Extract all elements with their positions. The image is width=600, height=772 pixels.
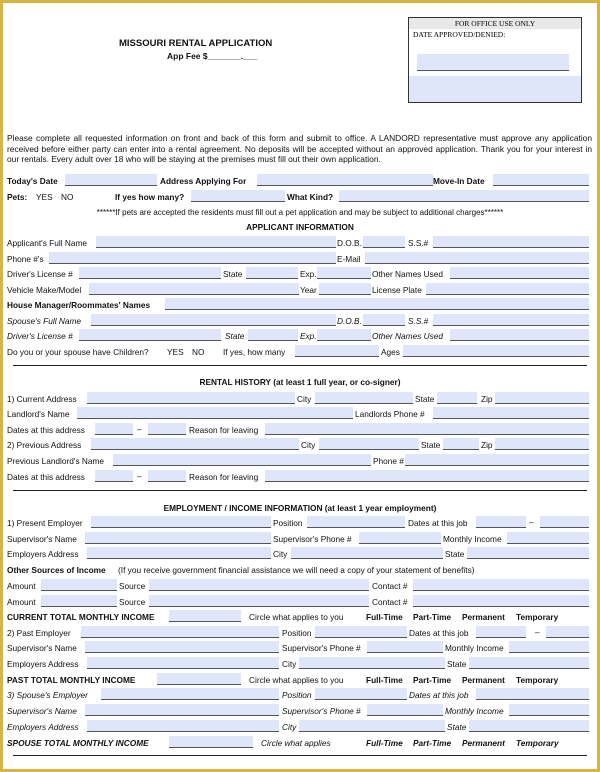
position-label: Position bbox=[273, 518, 303, 528]
prev-landlord-field[interactable] bbox=[113, 454, 371, 466]
landlord-name-label: Landlord's Name bbox=[7, 409, 70, 419]
amount-field-2[interactable] bbox=[41, 595, 117, 607]
past-supervisor-field[interactable] bbox=[85, 641, 279, 653]
spouse-other-names-field[interactable] bbox=[450, 329, 589, 341]
rental-history-heading: RENTAL HISTORY (at least 1 full year, or co-signer) bbox=[199, 377, 401, 387]
current-zip-field[interactable] bbox=[495, 392, 589, 404]
past-total-field[interactable] bbox=[157, 673, 241, 685]
spouse-state-field[interactable] bbox=[469, 720, 589, 732]
spouse-dl-exp-label: Exp. bbox=[300, 331, 317, 341]
spouse-position-field[interactable] bbox=[315, 688, 407, 700]
dates-job-label: Dates at this job bbox=[408, 518, 468, 528]
past-supervisor-phone-field[interactable] bbox=[367, 641, 443, 653]
pets-note: ******If pets are accepted the residents must fill out a pet application and may be subject to additional charges****** bbox=[96, 208, 504, 217]
previous-city-field[interactable] bbox=[319, 438, 419, 450]
spouse-state-label: State bbox=[447, 722, 467, 732]
previous-state-label: State bbox=[421, 440, 441, 450]
present-job-from-field[interactable] bbox=[476, 516, 526, 528]
current-temporary[interactable]: Temporary bbox=[516, 612, 559, 622]
what-kind-field[interactable] bbox=[339, 190, 589, 202]
contact-field-2[interactable] bbox=[413, 595, 589, 607]
children-how-many-field[interactable] bbox=[295, 345, 379, 357]
employer-city-field[interactable] bbox=[291, 547, 443, 559]
section-divider bbox=[13, 365, 587, 366]
dob-field[interactable] bbox=[363, 236, 405, 248]
prev-landlord-phone-field[interactable] bbox=[405, 454, 589, 466]
other-sources-label: Other Sources of Income bbox=[7, 565, 106, 575]
present-job-dash: – bbox=[529, 517, 534, 527]
current-dates-dash: – bbox=[137, 424, 142, 434]
spouse-supervisor-label: Supervisor's Name bbox=[7, 706, 77, 716]
children-label: Do you or your spouse have Children? bbox=[7, 347, 149, 357]
prev-dates-to-field[interactable] bbox=[148, 470, 186, 482]
spouse-dob-label: D.O.B. bbox=[337, 316, 362, 326]
spouse-total-field[interactable] bbox=[169, 736, 253, 748]
move-in-label: Move-In Date bbox=[433, 176, 485, 186]
current-city-label: City bbox=[297, 394, 312, 404]
contact-field-1[interactable] bbox=[413, 579, 589, 591]
supervisor-label: Supervisor's Name bbox=[7, 534, 77, 544]
past-employer-address-label: Employers Address bbox=[7, 659, 79, 669]
spouse-dates-job-label: Dates at this job bbox=[409, 690, 469, 700]
spouse-dates-job-field[interactable] bbox=[476, 688, 589, 700]
current-full-time[interactable]: Full-Time bbox=[366, 612, 403, 622]
spouse-ssn-label: S.S.# bbox=[408, 316, 429, 326]
dl-label: Driver's License # bbox=[7, 269, 73, 279]
past-full-time[interactable]: Full-Time bbox=[366, 675, 403, 685]
spouse-dob-field[interactable] bbox=[363, 314, 405, 326]
spouse-circle-label: Circle what applies bbox=[261, 738, 331, 748]
spouse-name-field[interactable] bbox=[91, 314, 336, 326]
past-temporary[interactable]: Temporary bbox=[516, 675, 559, 685]
prev-reason-field[interactable] bbox=[265, 470, 589, 482]
spouse-employer-address-field[interactable] bbox=[87, 720, 279, 732]
past-position-label: Position bbox=[282, 628, 312, 638]
spouse-monthly-income-field[interactable] bbox=[509, 704, 589, 716]
address-applying-field[interactable] bbox=[257, 174, 433, 186]
past-part-time[interactable]: Part-Time bbox=[413, 675, 452, 685]
children-no[interactable]: NO bbox=[192, 347, 205, 357]
past-supervisor-phone-label: Supervisor's Phone # bbox=[282, 643, 361, 653]
prev-dates-dash: – bbox=[137, 471, 142, 481]
current-zip-label: Zip bbox=[481, 394, 493, 404]
house-manager-field[interactable] bbox=[165, 298, 589, 310]
past-employer-address-field[interactable] bbox=[87, 657, 279, 669]
other-names-label: Other Names Used bbox=[372, 269, 444, 279]
past-total-label: PAST TOTAL MONTHLY INCOME bbox=[7, 675, 136, 685]
amount-label-2: Amount bbox=[7, 597, 36, 607]
pets-no[interactable]: NO bbox=[61, 192, 74, 202]
current-total-label: CURRENT TOTAL MONTHLY INCOME bbox=[7, 612, 155, 622]
current-reason-field[interactable] bbox=[265, 423, 589, 435]
dob-label: D.O.B. bbox=[337, 238, 362, 248]
dates-at-label: Dates at this address bbox=[7, 425, 85, 435]
current-circle-label: Circle what applies to you bbox=[249, 612, 344, 622]
address-applying-label: Address Applying For bbox=[160, 176, 247, 186]
pets-yes[interactable]: YES bbox=[36, 192, 53, 202]
other-names-field[interactable] bbox=[450, 267, 589, 279]
spouse-city-label: City bbox=[282, 722, 297, 732]
move-in-field[interactable] bbox=[493, 174, 589, 186]
current-dates-from-field[interactable] bbox=[95, 423, 133, 435]
previous-city-label: City bbox=[301, 440, 316, 450]
spouse-dl-state-label: State bbox=[225, 331, 245, 341]
amount-field-1[interactable] bbox=[41, 579, 117, 591]
dl-exp-field[interactable] bbox=[317, 267, 371, 279]
present-employer-label: 1) Present Employer bbox=[7, 518, 83, 528]
what-kind-label: What Kind? bbox=[287, 192, 334, 202]
dl-state-label: State bbox=[223, 269, 243, 279]
current-state-label: State bbox=[415, 394, 435, 404]
spouse-supervisor-phone-field[interactable] bbox=[367, 704, 443, 716]
supervisor-field[interactable] bbox=[85, 532, 271, 544]
applicant-info-heading: APPLICANT INFORMATION bbox=[246, 222, 354, 232]
previous-zip-field[interactable] bbox=[495, 438, 589, 450]
contact-label-1: Contact # bbox=[372, 581, 408, 591]
office-notes-field[interactable] bbox=[409, 76, 581, 102]
reason-label: Reason for leaving bbox=[189, 425, 259, 435]
present-employer-field[interactable] bbox=[91, 516, 271, 528]
spouse-position-label: Position bbox=[282, 690, 312, 700]
spouse-full-time[interactable]: Full-Time bbox=[366, 738, 403, 748]
current-address-label: 1) Current Address bbox=[7, 394, 77, 404]
current-dates-to-field[interactable] bbox=[148, 423, 186, 435]
spouse-ssn-field[interactable] bbox=[433, 314, 589, 326]
landlord-phone-field[interactable] bbox=[433, 407, 589, 419]
past-employer-label: 2) Past Employer bbox=[7, 628, 71, 638]
current-total-field[interactable] bbox=[169, 610, 241, 622]
pets-how-many-field[interactable] bbox=[191, 190, 285, 202]
monthly-income-field[interactable] bbox=[507, 532, 589, 544]
supervisor-phone-label: Supervisor's Phone # bbox=[273, 534, 352, 544]
spouse-supervisor-field[interactable] bbox=[85, 704, 279, 716]
employer-city-label: City bbox=[273, 549, 288, 559]
todays-date-label: Today's Date bbox=[7, 176, 58, 186]
rental-application-page bbox=[3, 3, 597, 769]
prev-reason-label: Reason for leaving bbox=[189, 472, 259, 482]
house-manager-label: House Manager/Roommates' Names bbox=[7, 300, 151, 310]
past-city-field[interactable] bbox=[299, 657, 445, 669]
email-field[interactable] bbox=[365, 252, 589, 264]
email-label: E-Mail bbox=[337, 254, 361, 264]
previous-zip-label: Zip bbox=[481, 440, 493, 450]
year-field[interactable] bbox=[319, 283, 371, 295]
spouse-total-label: SPOUSE TOTAL MONTHLY INCOME bbox=[7, 738, 149, 748]
form-title: MISSOURI RENTAL APPLICATION bbox=[119, 38, 273, 49]
spouse-other-names-label: Other Names Used bbox=[372, 331, 444, 341]
plate-label: License Plate bbox=[372, 285, 422, 295]
spouse-part-time[interactable]: Part-Time bbox=[413, 738, 452, 748]
ages-field[interactable] bbox=[403, 345, 589, 357]
spouse-name-label: Spouse's Full Name bbox=[7, 316, 81, 326]
current-address-field[interactable] bbox=[87, 392, 295, 404]
landlord-phone-label: Landlords Phone # bbox=[355, 409, 425, 419]
plate-field[interactable] bbox=[426, 283, 589, 295]
present-job-to-field[interactable] bbox=[540, 516, 589, 528]
current-part-time[interactable]: Part-Time bbox=[413, 612, 452, 622]
source-field-1[interactable] bbox=[149, 579, 369, 591]
bottom-divider bbox=[13, 755, 587, 756]
employment-heading: EMPLOYMENT / INCOME INFORMATION (at least 1 year employment) bbox=[163, 503, 437, 513]
current-state-field[interactable] bbox=[437, 392, 477, 404]
past-job-to-field[interactable] bbox=[546, 626, 589, 638]
current-city-field[interactable] bbox=[315, 392, 413, 404]
past-employer-field[interactable] bbox=[81, 626, 279, 638]
past-job-dash: – bbox=[535, 627, 540, 637]
phone-label: Phone #'s bbox=[7, 254, 44, 264]
spouse-employer-field[interactable] bbox=[101, 688, 279, 700]
ages-label: Ages bbox=[381, 347, 400, 357]
source-field-2[interactable] bbox=[149, 595, 369, 607]
ssn-field[interactable] bbox=[433, 236, 589, 248]
past-supervisor-label: Supervisor's Name bbox=[7, 643, 77, 653]
source-label-1: Source bbox=[119, 581, 146, 591]
vehicle-field[interactable] bbox=[89, 283, 299, 295]
employer-address-field[interactable] bbox=[87, 547, 271, 559]
spouse-dl-field[interactable] bbox=[79, 329, 221, 341]
position-field[interactable] bbox=[307, 516, 405, 528]
past-state-label: State bbox=[447, 659, 467, 669]
past-monthly-income-label: Monthly Income bbox=[445, 643, 504, 653]
landlord-name-field[interactable] bbox=[77, 407, 353, 419]
full-name-label: Applicant's Full Name bbox=[7, 238, 87, 248]
office-use-box bbox=[408, 17, 582, 103]
spouse-employer-address-label: Employers Address bbox=[7, 722, 79, 732]
past-state-field[interactable] bbox=[469, 657, 589, 669]
past-city-label: City bbox=[282, 659, 297, 669]
dl-state-field[interactable] bbox=[246, 267, 298, 279]
employer-address-label: Employers Address bbox=[7, 549, 79, 559]
spouse-dl-label: Driver's License # bbox=[7, 331, 73, 341]
section-divider-2 bbox=[13, 490, 587, 491]
spouse-city-field[interactable] bbox=[299, 720, 445, 732]
todays-date-field[interactable] bbox=[65, 174, 157, 186]
intro-paragraph: Please complete all requested information on front and back of this form and submit to office. A LANDORD representative must approve any application received before either party can enter into a rental agreement. No deposits will be accepted without an approved application. Thank you for your interest in our rentals. Every adult over 18 who will be staying at the premises must fill out their own application. bbox=[7, 133, 592, 164]
year-label: Year bbox=[300, 285, 317, 295]
pets-how-many-label: If yes how many? bbox=[115, 192, 185, 202]
dl-field[interactable] bbox=[79, 267, 221, 279]
app-fee: App Fee $_______.___ bbox=[167, 51, 258, 61]
past-circle-label: Circle what applies to you bbox=[249, 675, 344, 685]
full-name-field[interactable] bbox=[96, 236, 336, 248]
children-yes[interactable]: YES bbox=[167, 347, 184, 357]
spouse-supervisor-phone-label: Supervisor's Phone # bbox=[282, 706, 361, 716]
prev-landlord-label: Previous Landlord's Name bbox=[7, 456, 105, 466]
past-position-field[interactable] bbox=[315, 626, 407, 638]
prev-dates-at-label: Dates at this address bbox=[7, 472, 85, 482]
past-dates-job-label: Dates at this job bbox=[409, 628, 469, 638]
spouse-dl-exp-field[interactable] bbox=[317, 329, 371, 341]
monthly-income-label: Monthly Income bbox=[443, 534, 502, 544]
supervisor-phone-field[interactable] bbox=[359, 532, 441, 544]
date-approved-field[interactable] bbox=[417, 54, 569, 71]
other-sources-note: (If you receive government financial assistance we will need a copy of your statement of benefits) bbox=[118, 565, 475, 575]
spouse-dl-state-field[interactable] bbox=[248, 329, 298, 341]
pets-label: Pets: bbox=[7, 192, 28, 202]
employer-state-field[interactable] bbox=[467, 547, 589, 559]
phone-field[interactable] bbox=[49, 252, 336, 264]
current-permanent[interactable]: Permanent bbox=[462, 612, 505, 622]
contact-label-2: Contact # bbox=[372, 597, 408, 607]
children-how-many-label: If yes, how many bbox=[223, 347, 286, 357]
spouse-employer-label: 3) Spouse's Employer bbox=[7, 690, 88, 700]
ssn-label: S.S.# bbox=[408, 238, 429, 248]
spouse-permanent[interactable]: Permanent bbox=[462, 738, 505, 748]
date-approved-label: DATE APPROVED/DENIED: bbox=[413, 30, 506, 39]
previous-state-field[interactable] bbox=[443, 438, 479, 450]
office-use-header: FOR OFFICE USE ONLY bbox=[409, 18, 581, 29]
spouse-monthly-income-label: Monthly Income bbox=[445, 706, 504, 716]
employer-state-label: State bbox=[445, 549, 465, 559]
prev-dates-from-field[interactable] bbox=[95, 470, 133, 482]
previous-address-label: 2) Previous Address bbox=[7, 440, 82, 450]
past-job-from-field[interactable] bbox=[476, 626, 526, 638]
past-monthly-income-field[interactable] bbox=[509, 641, 589, 653]
amount-label-1: Amount bbox=[7, 581, 36, 591]
spouse-temporary[interactable]: Temporary bbox=[516, 738, 559, 748]
prev-landlord-phone-label: Phone # bbox=[373, 456, 404, 466]
dl-exp-label: Exp. bbox=[300, 269, 317, 279]
vehicle-label: Vehicle Make/Model bbox=[7, 285, 82, 295]
source-label-2: Source bbox=[119, 597, 146, 607]
previous-address-field[interactable] bbox=[91, 438, 299, 450]
past-permanent[interactable]: Permanent bbox=[462, 675, 505, 685]
